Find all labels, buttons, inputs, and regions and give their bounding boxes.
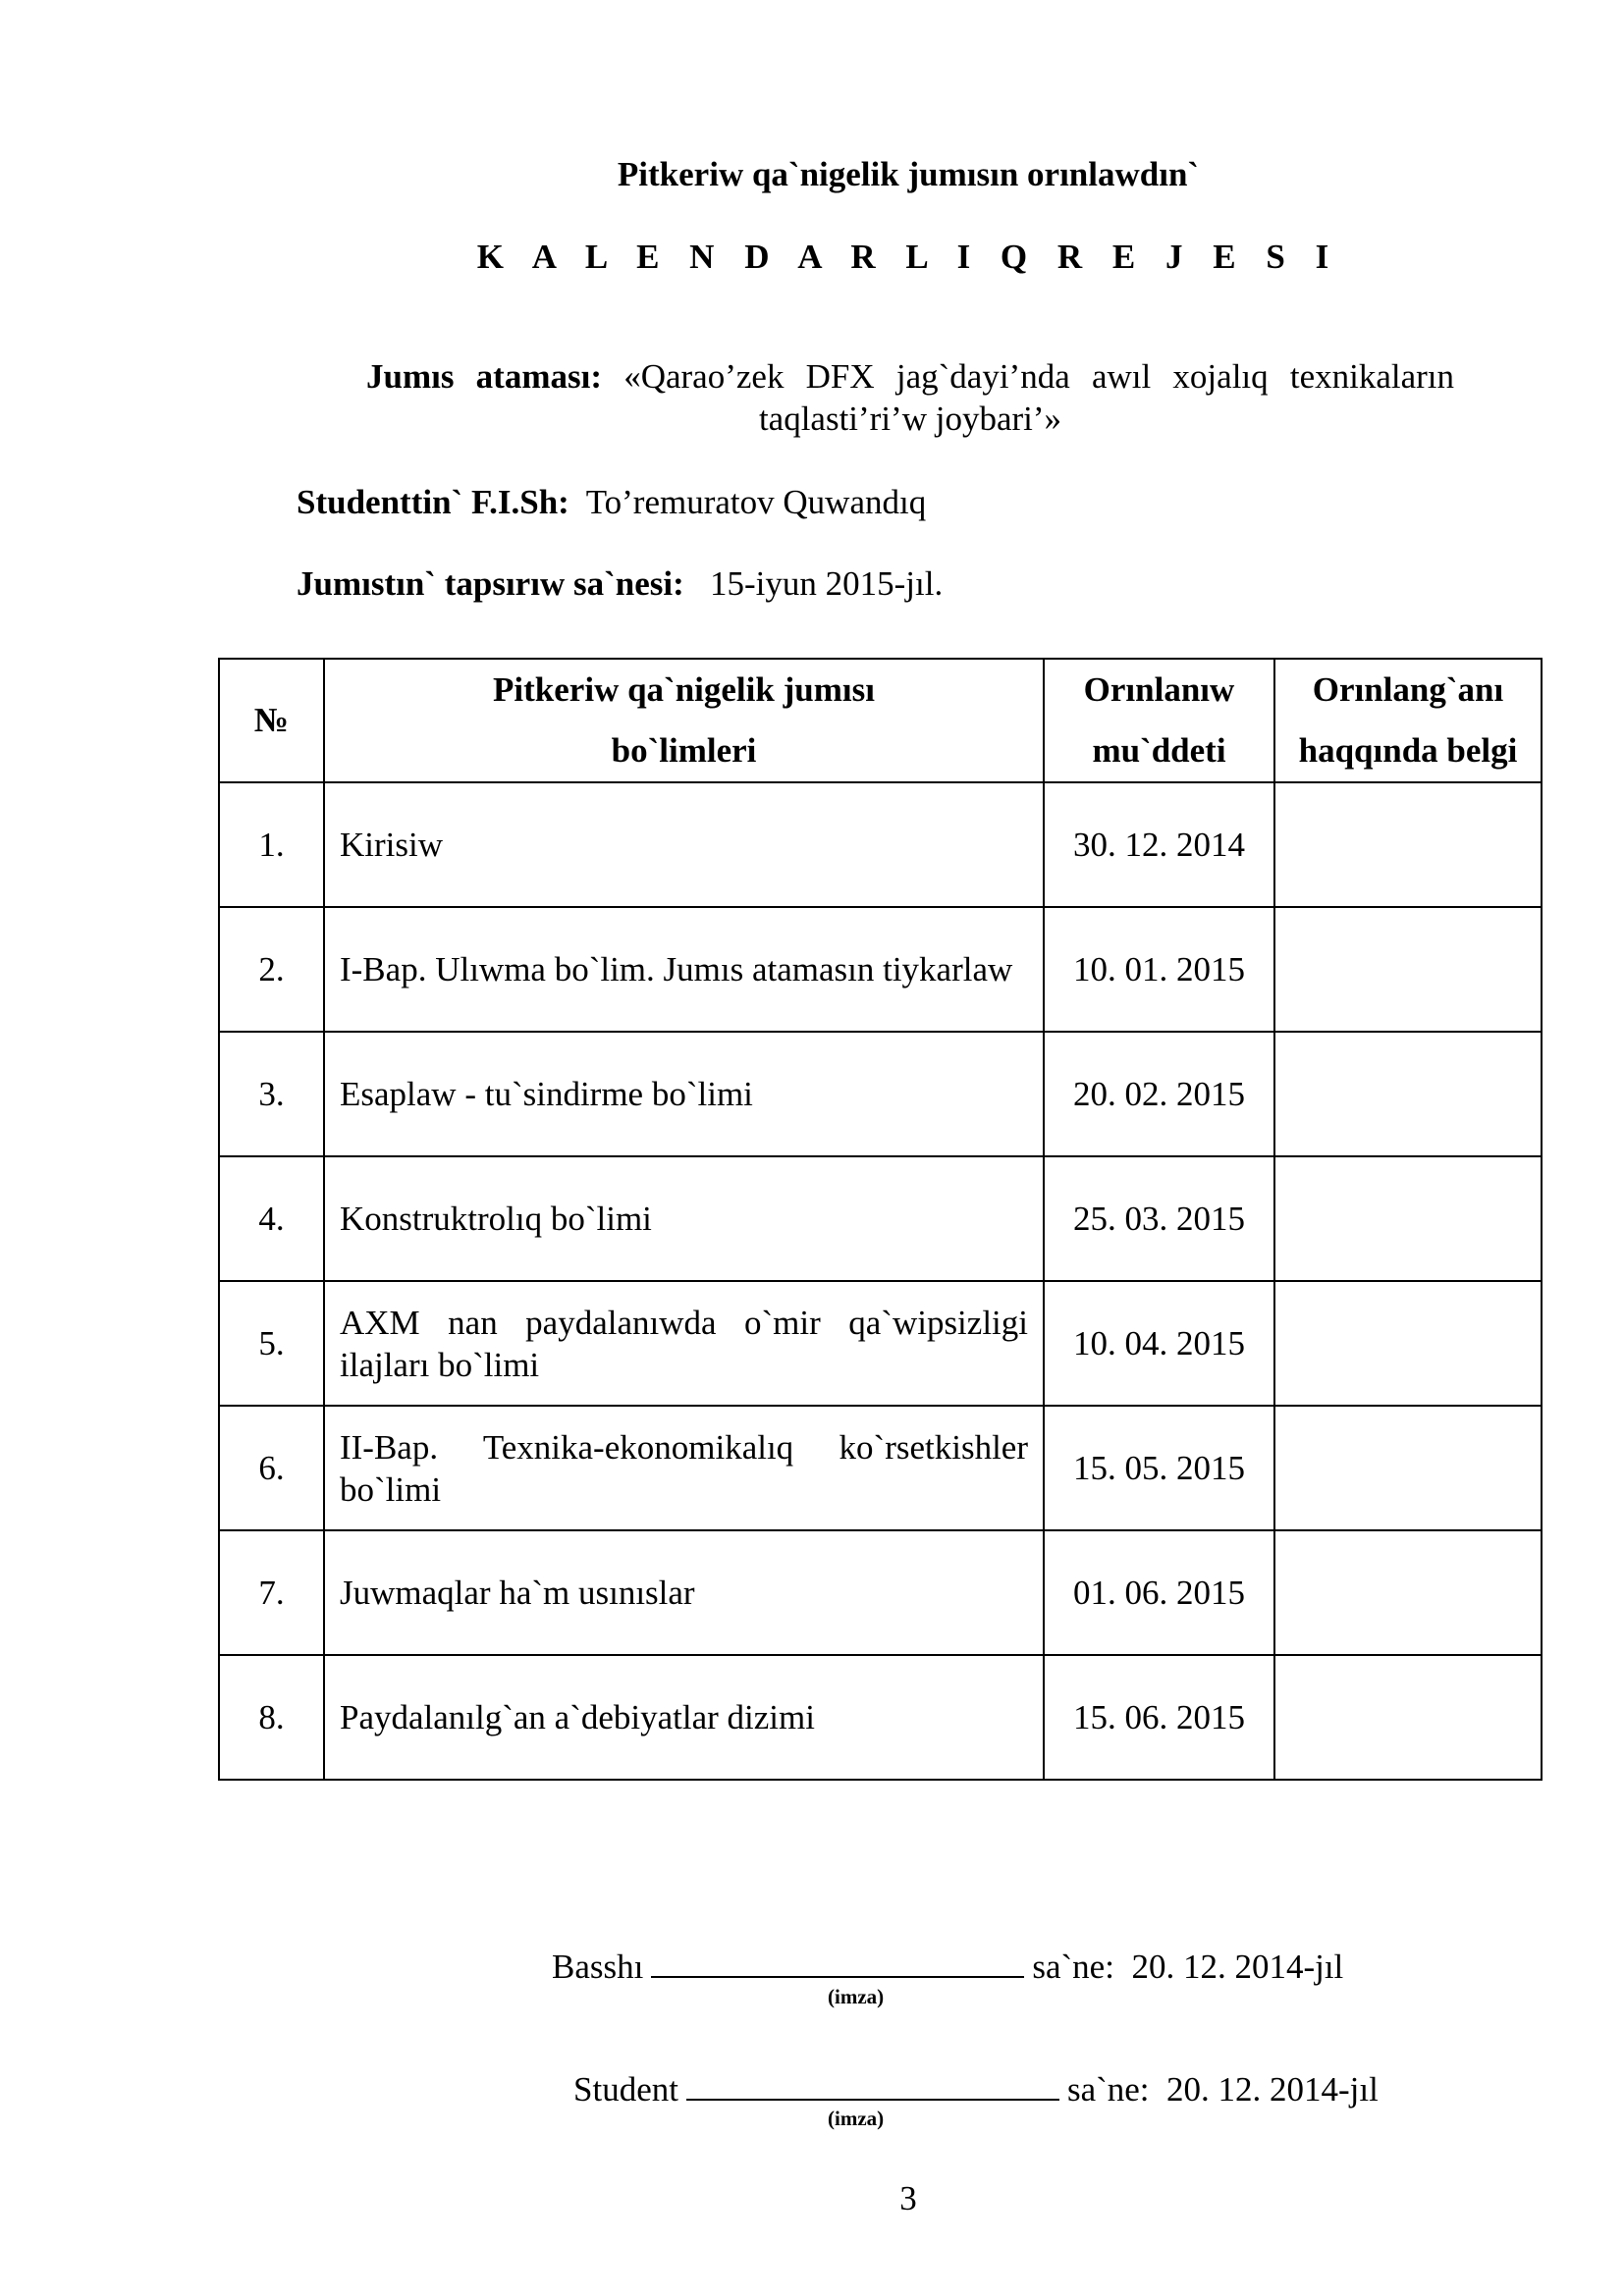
work-topic-label: Jumıs ataması: (366, 357, 602, 396)
header-section (324, 659, 1044, 782)
advisor-date: 20. 12. 2014-jıl (1131, 1948, 1344, 1986)
work-topic (366, 355, 1454, 440)
student-signature-blank (686, 2069, 1059, 2101)
header-deadline (1044, 659, 1274, 782)
document-title: Pitkeriw qa`nigelik jumısın orınlawdın` (617, 155, 1200, 193)
table-row (219, 1032, 1542, 1156)
row-mark (1274, 782, 1542, 907)
header-num: № (219, 659, 324, 782)
header-deadline-line2: mu`ddeti (1092, 731, 1226, 770)
row-deadline: 10. 04. 2015 (1044, 1281, 1274, 1406)
row-section: Paydalanılg`an a`debiyatlar dizimi (324, 1655, 1044, 1780)
table-row (219, 1281, 1542, 1406)
header-mark (1274, 659, 1542, 782)
row-mark (1274, 1281, 1542, 1406)
assignment-date-value: 15-iyun 2015-jıl. (710, 564, 944, 603)
student-date: 20. 12. 2014-jıl (1166, 2070, 1379, 2109)
header-mark-line1: Orınlang`anı (1312, 670, 1504, 709)
student-name-line (297, 483, 926, 522)
row-mark (1274, 1156, 1542, 1281)
page-number: 3 (899, 2179, 917, 2217)
row-mark (1274, 907, 1542, 1032)
row-num: 3. (219, 1032, 324, 1156)
row-num: 1. (219, 782, 324, 907)
row-deadline: 15. 06. 2015 (1044, 1655, 1274, 1780)
row-num: 5. (219, 1281, 324, 1406)
row-num: 4. (219, 1156, 324, 1281)
table-row (219, 1406, 1542, 1530)
document-subtitle: K A L E N D A R L I Q R E J E S I (476, 238, 1340, 276)
row-num: 2. (219, 907, 324, 1032)
row-deadline: 30. 12. 2014 (1044, 782, 1274, 907)
work-topic-value: «Qarao’zek DFX jag`dayi’nda awıl xojalıq texnikaların taqlasti’ri’w joybari’» (623, 357, 1455, 438)
row-section: Konstruktrolıq bo`limi (324, 1156, 1044, 1281)
row-mark (1274, 1655, 1542, 1780)
row-num: 7. (219, 1530, 324, 1655)
table-row (219, 1156, 1542, 1281)
student-imza-caption: (imza) (828, 2107, 885, 2130)
table-row (219, 1655, 1542, 1780)
table-row (219, 782, 1542, 907)
table-row (219, 907, 1542, 1032)
row-section: II-Bap. Texnika-ekonomikalıq ko`rsetkishler bo`limi (324, 1406, 1044, 1530)
header-deadline-line1: Orınlanıw (1083, 670, 1235, 709)
calendar-plan-table (218, 658, 1543, 1781)
row-mark (1274, 1032, 1542, 1156)
row-num: 8. (219, 1655, 324, 1780)
row-num: 6. (219, 1406, 324, 1530)
row-deadline: 01. 06. 2015 (1044, 1530, 1274, 1655)
student-date-label: sa`ne: (1066, 2070, 1150, 2109)
row-section: AXM nan paydalanıwda o`mir qa`wipsizligi ilajları bo`limi (324, 1281, 1044, 1406)
row-mark (1274, 1530, 1542, 1655)
row-deadline: 10. 01. 2015 (1044, 907, 1274, 1032)
student-signature-line (573, 2069, 1379, 2109)
advisor-date-label: sa`ne: (1032, 1948, 1114, 1986)
assignment-date-label: Jumıstın` tapsırıw sa`nesi: (297, 564, 684, 603)
advisor-imza-caption: (imza) (828, 1985, 885, 2008)
table-header-row (219, 659, 1542, 782)
header-section-line1: Pitkeriw qa`nigelik jumısı (493, 670, 875, 709)
advisor-signature-blank (651, 1947, 1024, 1978)
assignment-date-line (297, 564, 943, 604)
row-section: Esaplaw - tu`sindirme bo`limi (324, 1032, 1044, 1156)
table-row (219, 1530, 1542, 1655)
row-deadline: 15. 05. 2015 (1044, 1406, 1274, 1530)
student-label: Student (573, 2070, 678, 2109)
student-name-label: Studenttin` F.I.Sh: (297, 483, 569, 521)
row-section: Juwmaqlar ha`m usınıslar (324, 1530, 1044, 1655)
header-section-line2: bo`limleri (611, 731, 757, 770)
student-name-value: To’remuratov Quwandıq (585, 483, 927, 521)
row-deadline: 25. 03. 2015 (1044, 1156, 1274, 1281)
advisor-signature-line (552, 1947, 1343, 1987)
row-section: Kirisiw (324, 782, 1044, 907)
header-mark-line2: haqqında belgi (1298, 731, 1518, 770)
row-mark (1274, 1406, 1542, 1530)
advisor-label: Basshı (552, 1948, 644, 1986)
row-section: I-Bap. Ulıwma bo`lim. Jumıs atamasın tiykarlaw (324, 907, 1044, 1032)
row-deadline: 20. 02. 2015 (1044, 1032, 1274, 1156)
